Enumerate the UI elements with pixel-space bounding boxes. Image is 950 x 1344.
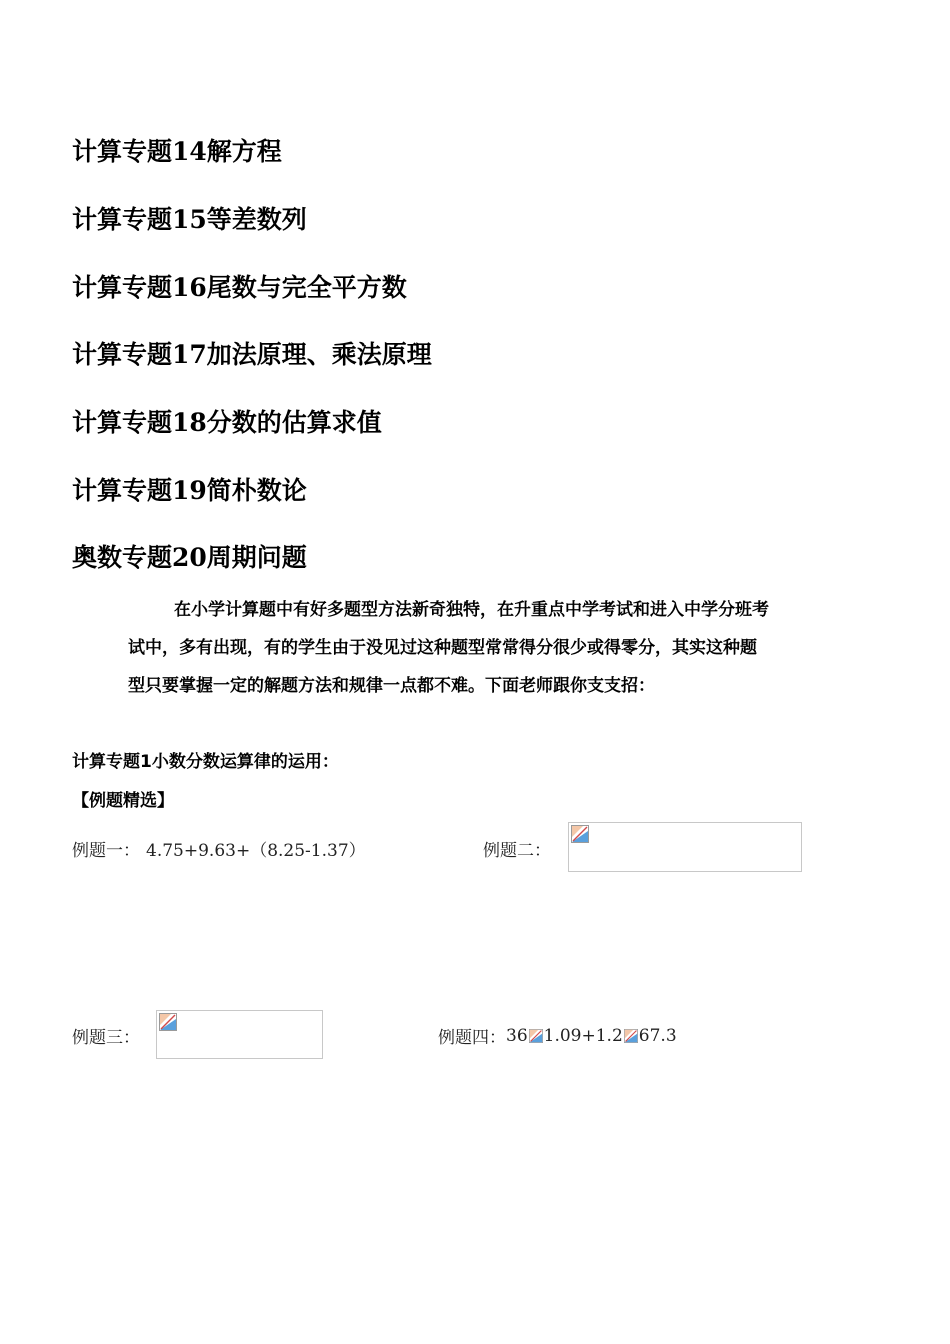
broken-image-icon bbox=[624, 1029, 638, 1043]
example-1-label: 例题一： bbox=[72, 841, 140, 861]
example-2 bbox=[483, 836, 551, 861]
heading-topic-16: 计算专题16尾数与完全平方数 bbox=[72, 273, 407, 302]
heading-topic-14: 计算专题14解方程 bbox=[72, 137, 282, 166]
broken-image-icon bbox=[571, 825, 589, 843]
example-4-label: 例题四： bbox=[438, 1028, 506, 1048]
example-3 bbox=[72, 1023, 140, 1048]
heading-topic-17: 计算专题17加法原理、乘法原理 bbox=[72, 340, 432, 369]
intro-paragraph bbox=[128, 591, 858, 705]
broken-image-icon bbox=[159, 1013, 177, 1031]
heading-topic-20: 奥数专题20周期问题 bbox=[72, 543, 307, 572]
example-2-image bbox=[568, 822, 802, 872]
heading-topic-15: 计算专题15等差数列 bbox=[72, 205, 307, 234]
example-3-image bbox=[156, 1010, 323, 1059]
example-4-part-1: 36 bbox=[506, 1025, 528, 1046]
section-title: 计算专题1小数分数运算律的运用： bbox=[72, 752, 339, 772]
section-subtitle: 【例题精选】 bbox=[72, 791, 174, 811]
example-4 bbox=[438, 1023, 677, 1048]
example-4-part-2: 1.09+1.2 bbox=[543, 1025, 623, 1046]
heading-topic-19: 计算专题19简朴数论 bbox=[72, 476, 307, 505]
intro-line-1: 在小学计算题中有好多题型方法新奇独特，在升重点中学考试和进入中学分班考 bbox=[174, 600, 769, 620]
intro-line-3: 型只要掌握一定的解题方法和规律一点都不难。下面老师跟你支支招： bbox=[128, 676, 655, 696]
example-2-label: 例题二： bbox=[483, 841, 551, 861]
example-1-expression: 4.75+9.63+（8.25-1.37） bbox=[146, 841, 366, 861]
heading-topic-18: 计算专题18分数的估算求值 bbox=[72, 408, 382, 437]
broken-image-icon bbox=[529, 1029, 543, 1043]
example-4-part-3: 67.3 bbox=[638, 1025, 677, 1046]
example-1 bbox=[72, 836, 366, 861]
example-3-label: 例题三： bbox=[72, 1028, 140, 1048]
intro-line-2: 试中，多有出现，有的学生由于没见过这种题型常常得分很少或得零分，其实这种题 bbox=[128, 638, 757, 658]
